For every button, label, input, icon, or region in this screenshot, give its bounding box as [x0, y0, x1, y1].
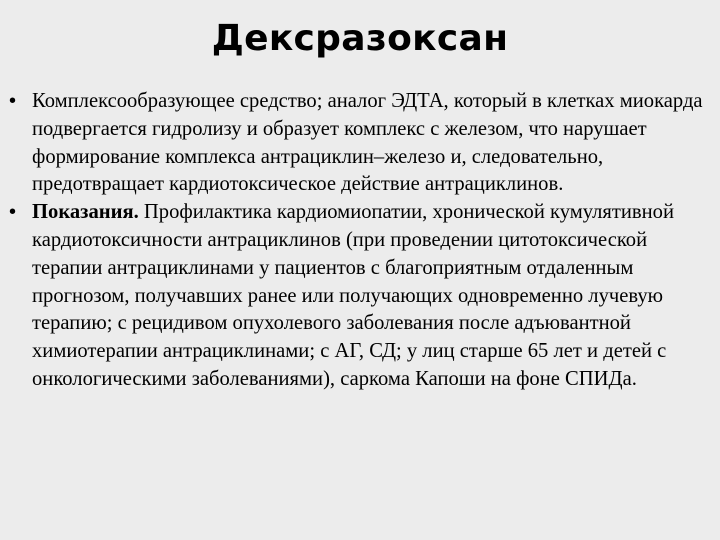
slide-title: Дексразоксан — [211, 18, 509, 59]
bullet-item-indications — [0, 199, 712, 394]
bullet-item-mechanism — [0, 88, 712, 199]
bullet-dot-icon: • — [9, 201, 17, 224]
bullet-list — [0, 88, 712, 394]
bullet-lead-label: Показания. — [32, 201, 139, 224]
bullet-text: Профилактика кардиомиопатии, хронической кумулятивной кардиотоксичности антрациклинов (при проведении цитотоксической терапии антрациклинами у пациентов с благоприятным отдаленным прогнозом, получавших ранее или получающих одновременно лучевую терапию; с рецидивом опухолевого заболевания после адъювантной химиотерапии антрациклинами; с АГ, СД; у лиц старше 65 лет и детей с онкологическими заболеваниями), саркома Капоши на фоне СПИДа. — [32, 201, 674, 390]
bullet-dot-icon: • — [9, 90, 17, 112]
bullet-text: Комплексообразующее средство; аналог ЭДТА, который в клетках миокарда подвергается гидролизу и образует комплекс с железом, что нарушает формирование комплекса антрациклин–железо и, следовательно, предотвращает кардиотоксическое действие антрациклинов. — [32, 90, 703, 196]
